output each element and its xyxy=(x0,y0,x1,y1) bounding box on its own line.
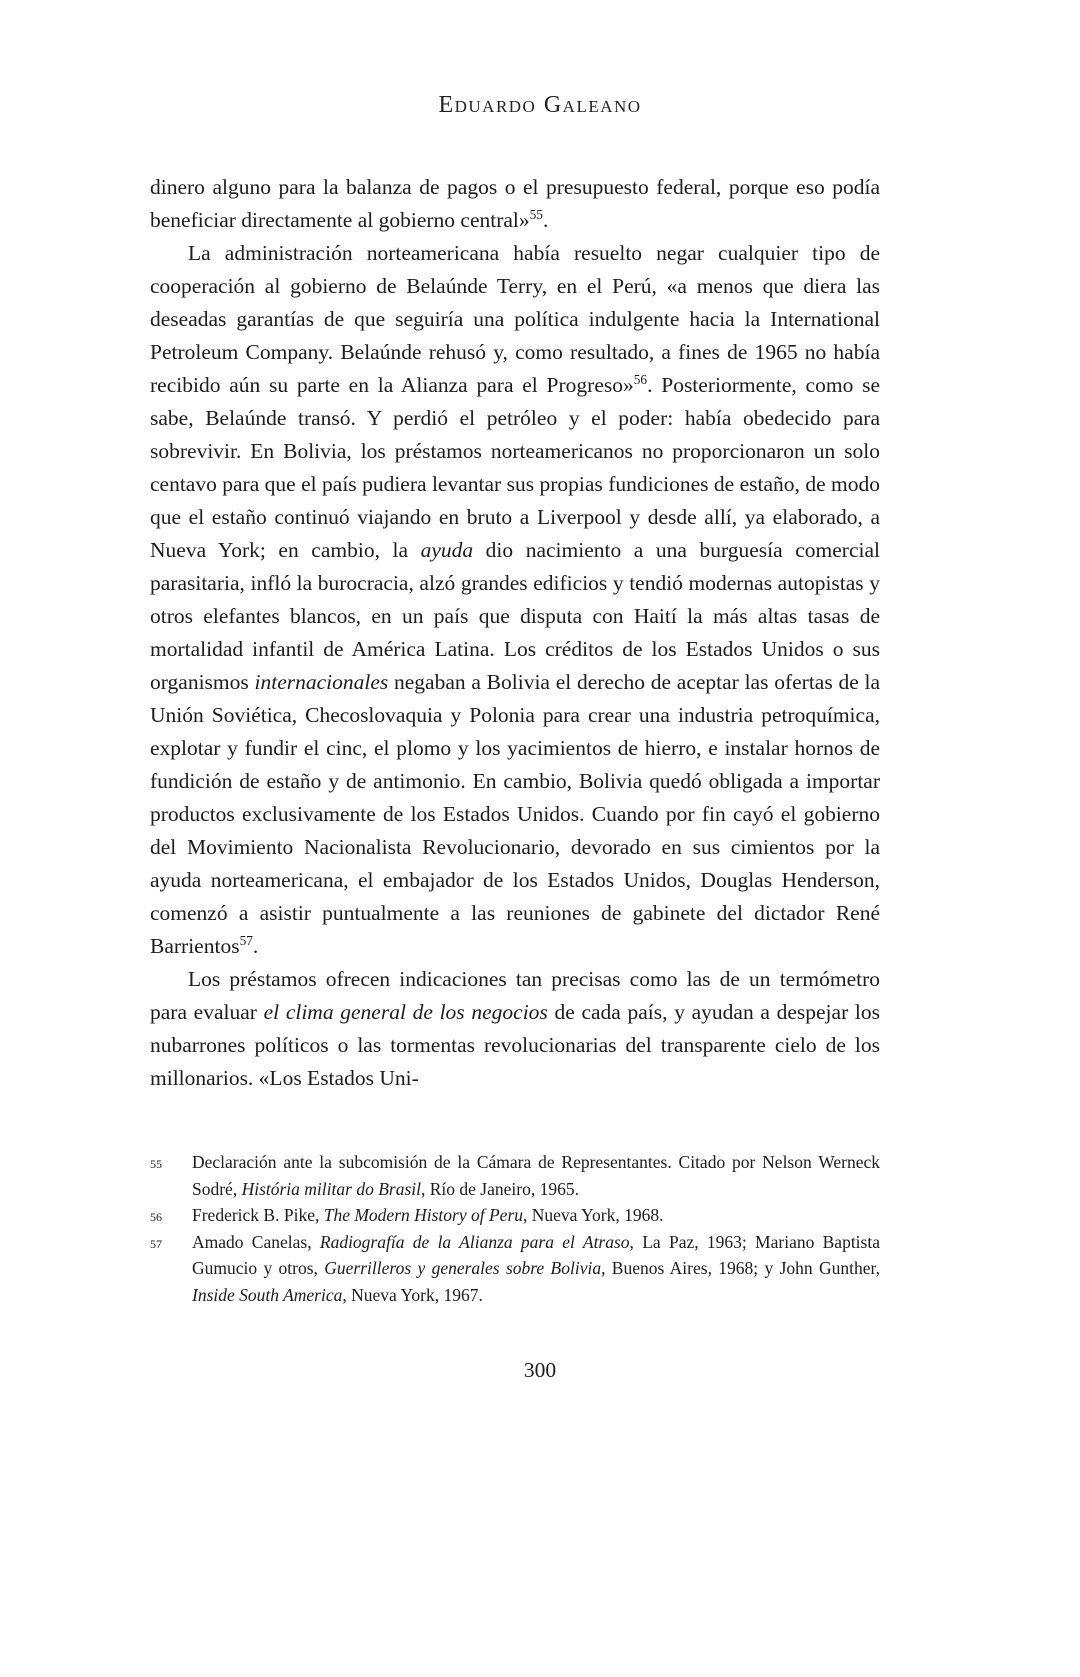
footnote-reference: 56 xyxy=(633,371,648,387)
text-segment: . xyxy=(542,208,549,232)
text-segment: The Modern History of Peru xyxy=(323,1205,524,1225)
text-segment: La administración norteamericana había resuelto negar cualquier tipo de cooperación al gobierno de Belaúnde Terry, en el Perú, «a menos que diera las deseadas garantías de que seguiría una política indulgente hacia la International Petroleum Company. Belaúnde rehusó y, como resultado, a fines de 1965 no había recibido aún su parte en la Alianza para el Progreso» xyxy=(150,241,880,397)
text-segment: . xyxy=(252,934,259,958)
text-segment: ayuda xyxy=(420,538,474,562)
text-segment: Los préstamos ofrecen indicaciones tan precisas como las de un termómetro para evaluar xyxy=(150,967,880,1024)
footnote xyxy=(150,1202,880,1229)
text-segment: Amado Canelas, xyxy=(192,1231,320,1252)
text-segment: História militar do Brasil xyxy=(241,1178,421,1199)
footnote-text xyxy=(192,1152,880,1199)
paragraph xyxy=(150,237,880,963)
text-segment: el clima general de los negocios xyxy=(263,1000,548,1024)
paragraph xyxy=(150,963,880,1095)
footnotes xyxy=(150,1149,880,1308)
footnote-marker: 57 xyxy=(150,1236,162,1251)
running-header-author: Eduardo Galeano xyxy=(438,92,642,118)
footnote-reference: 55 xyxy=(529,206,543,222)
text-segment: internacionales xyxy=(254,670,389,694)
footnote-text xyxy=(192,1232,880,1305)
text-segment: , Nueva York, 1968. xyxy=(523,1205,664,1225)
text-segment: dio nacimiento a una burguesía comercial parasitaria, infló la burocracia, alzó grandes edificios y tendió modernas autopistas y otros elefantes blancos, en un país que disputa con Haití la más altas tasas de mortalidad infantil de América Latina. Los créditos de los Estados Unidos o sus organismos xyxy=(150,538,880,694)
page-number: 300 xyxy=(523,1358,557,1382)
footnote xyxy=(150,1229,880,1309)
text-segment: Declaración ante la subcomisión de la Cámara de Representantes. Citado por Nelson Werneck Sodré, xyxy=(192,1152,880,1199)
text-segment: Guerrilleros y generales sobre Bolivia xyxy=(324,1258,602,1278)
text-segment: Inside South America xyxy=(192,1284,343,1305)
text-segment: , Nueva York, 1967. xyxy=(342,1284,483,1305)
footnote-marker: 55 xyxy=(150,1157,162,1171)
text-segment: de cada país, y ayudan a despejar los nubarrones políticos o las tormentas revolucionarias del transparente cielo de los millonarios. «Los Estados Uni- xyxy=(150,1000,880,1090)
text-segment: , Río de Janeiro, 1965. xyxy=(420,1178,579,1199)
footnote-marker: 56 xyxy=(150,1210,162,1224)
footnote xyxy=(150,1149,880,1202)
footnote-text xyxy=(192,1205,664,1225)
text-segment: , Buenos Aires, 1968; y John Gunther, xyxy=(601,1258,880,1278)
paragraph xyxy=(150,171,880,237)
text-segment: negaban a Bolivia el derecho de aceptar las ofertas de la Unión Soviética, Checoslovaquia y Polonia para crear una industria petroquímica, explotar y fundir el cinc, el plomo y los yacimientos de hierro, e instalar hornos de fundición de estaño y de antimonio. En cambio, Bolivia quedó obligada a importar productos exclusivamente de los Estados Unidos. Cuando por fin cayó el gobierno del Movimiento Nacionalista Revolucionario, devorado en sus cimientos por la ayuda norteamericana, el embajador de los Estados Unidos, Douglas Henderson, comenzó a asistir puntualmente a las reuniones de gabinete del dictador René Barrientos xyxy=(150,670,881,958)
text-segment: Radiografía de la Alianza para el Atraso xyxy=(319,1231,630,1252)
text-segment: . Posteriormente, como se sabe, Belaúnde transó. Y perdió el petróleo y el poder: había obedecido para sobrevivir. En Bolivia, los préstamos norteamericanos no proporcionaron un solo centavo para que el país pudiera levantar sus propias fundiciones de estaño, de modo que el estaño continuó viajando en bruto a Liverpool y desde allí, ya elaborado, a Nueva York; en cambio, la xyxy=(150,373,881,562)
text-segment: , La Paz, 1963; Mariano Baptista Gumucio y otros, xyxy=(192,1231,880,1278)
text-segment: Frederick B. Pike, xyxy=(192,1205,324,1225)
footnote-reference: 57 xyxy=(239,932,253,948)
body-text xyxy=(150,171,880,1095)
text-segment: dinero alguno para la balanza de pagos o el presupuesto federal, porque eso podía beneficiar directamente al gobierno central» xyxy=(150,175,880,232)
